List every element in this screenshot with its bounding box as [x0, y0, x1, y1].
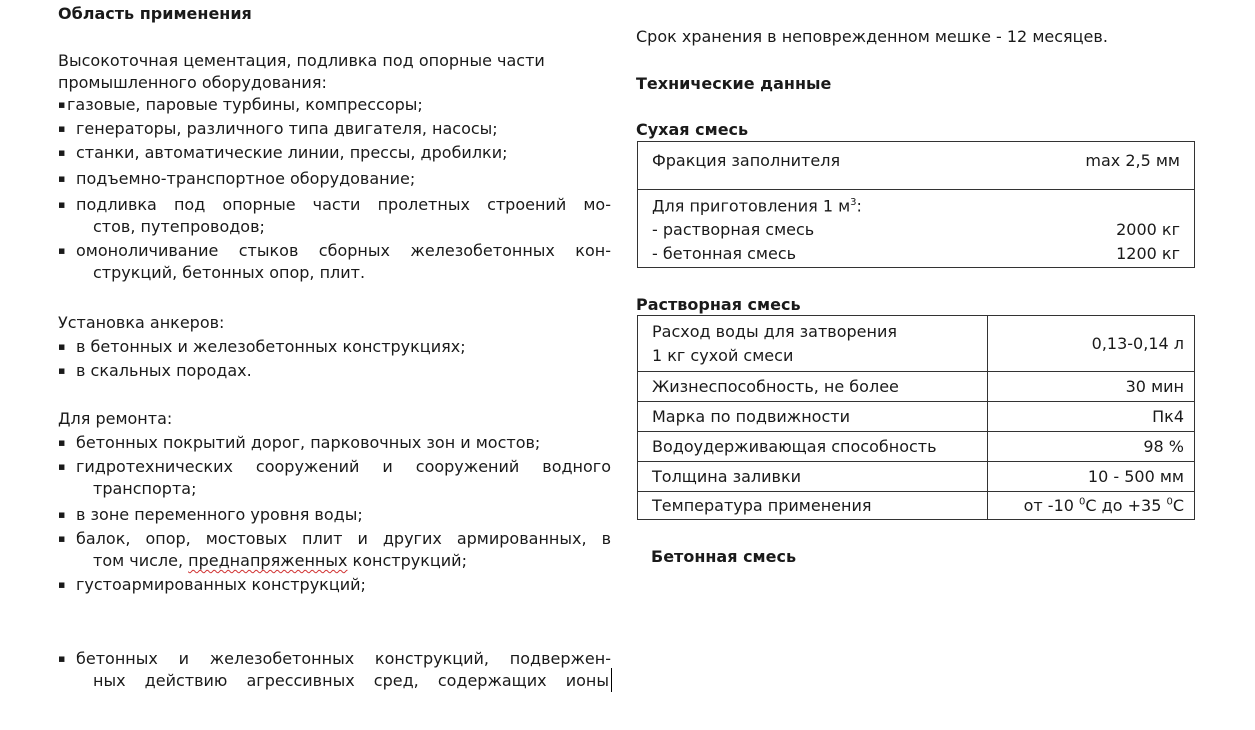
row-value: 10 - 500 мм — [988, 462, 1195, 492]
text-cursor — [611, 668, 612, 692]
list-item: станки, автоматические линии, прессы, дробилки; — [76, 143, 508, 162]
list-item: генераторы, различного типа двигателя, насосы; — [76, 119, 498, 138]
row-value: 30 мин — [988, 372, 1195, 402]
bullet-icon: ▪ — [58, 198, 66, 211]
bullet-icon: ▪ — [58, 340, 66, 353]
table-row — [638, 462, 1195, 492]
list-item: в бетонных и железобетонных конструкциях; — [76, 337, 466, 356]
list-item: густоармированных конструкций; — [76, 575, 366, 594]
dry-mortar-label: - растворная смесь — [652, 220, 815, 240]
bullet-icon: ▪ — [58, 578, 66, 591]
table-row — [638, 190, 1195, 268]
row-value: Пк4 — [988, 402, 1195, 432]
bullet-icon: ▪ — [58, 244, 66, 257]
list-item: бетонных и железобетонных конструкций, подвержен- — [76, 649, 611, 668]
table-row — [638, 372, 1195, 402]
section-heading-tech-data: Технические данные — [636, 74, 832, 93]
dry-mortar-value: 2000 кг — [1116, 220, 1180, 240]
bullet-icon: ▪ — [58, 436, 66, 449]
bullet-icon: ▪ — [58, 652, 66, 665]
table-row — [638, 142, 1195, 190]
bullet-icon: ▪ — [58, 98, 66, 111]
dry-fraction-value: max 2,5 мм — [1085, 151, 1180, 170]
list-item: подливка под опорные части пролетных строений мо- — [76, 195, 611, 214]
list-item-continuation: стов, путепроводов; — [93, 217, 265, 236]
section-heading-application: Область применения — [58, 4, 252, 23]
water-value: 0,13-0,14 л — [988, 316, 1195, 372]
bullet-icon: ▪ — [58, 146, 66, 159]
temp-label: Температура применения — [638, 492, 988, 520]
bullet-icon: ▪ — [58, 122, 66, 135]
section-heading-concrete-mix: Бетонная смесь — [651, 547, 797, 566]
temp-value: от -10 $^0$С до +35 $^0$С — [988, 492, 1195, 520]
row-label: Водоудерживающая способность — [638, 432, 988, 462]
list-item: подъемно-транспортное оборудование; — [76, 169, 416, 188]
dry-concrete-value: 1200 кг — [1116, 244, 1180, 264]
bullet-icon: ▪ — [58, 532, 66, 545]
bullet-icon: ▪ — [58, 172, 66, 185]
list-item-continuation: струкций, бетонных опор, плит. — [93, 263, 366, 282]
list-item-continuation: транспорта; — [93, 479, 197, 498]
storage-note: Срок хранения в неповрежденном мешке - 12 месяцев. — [636, 27, 1108, 46]
section-heading-dry-mix: Сухая смесь — [636, 120, 749, 139]
dry-prep-label: Для приготовления 1 $м^3$: — [652, 196, 862, 216]
table-row — [638, 432, 1195, 462]
table-row — [638, 402, 1195, 432]
water-label-line-2: 1 кг сухой смеси — [652, 345, 794, 365]
dry-mix-table — [637, 141, 1195, 268]
misspelled-word[interactable]: преднапряженных — [188, 551, 348, 570]
list-item: в скальных породах. — [76, 361, 252, 380]
repair-title: Для ремонта: — [58, 409, 173, 428]
table-row — [638, 492, 1195, 520]
intro-line-2: промышленного оборудования: — [58, 73, 327, 92]
bullet-icon: ▪ — [58, 460, 66, 473]
section-heading-mortar-mix: Растворная смесь — [636, 295, 801, 314]
bullet-icon: ▪ — [58, 508, 66, 521]
row-value: 98 % — [988, 432, 1195, 462]
row-label: Жизнеспособность, не более — [638, 372, 988, 402]
list-item-continuation: ных действию агрессивных сред, содержащих ионы — [93, 671, 609, 690]
list-item: гидротехнических сооружений и сооружений водного — [76, 457, 611, 476]
dry-concrete-label: - бетонная смесь — [652, 244, 797, 264]
row-label: Марка по подвижности — [638, 402, 988, 432]
water-label-line-1: Расход воды для затворения — [652, 321, 897, 341]
list-item: в зоне переменного уровня воды; — [76, 505, 363, 524]
list-item: балок, опор, мостовых плит и других армированных, в — [76, 529, 611, 548]
intro-line-1: Высокоточная цементация, подливка под опорные части — [58, 51, 545, 70]
list-item: газовые, паровые турбины, компрессоры; — [67, 95, 423, 114]
list-item: бетонных покрытий дорог, парковочных зон и мостов; — [76, 433, 541, 452]
anchors-title: Установка анкеров: — [58, 313, 225, 332]
mortar-mix-table — [637, 315, 1195, 520]
row-label: Толщина заливки — [638, 462, 988, 492]
list-item-continuation: том числе, преднапряженных конструкций; — [93, 551, 467, 570]
list-item: омоноличивание стыков сборных железобетонных кон- — [76, 241, 611, 260]
table-row — [638, 316, 1195, 372]
dry-fraction-label: Фракция заполнителя — [652, 151, 841, 170]
bullet-icon: ▪ — [58, 364, 66, 377]
